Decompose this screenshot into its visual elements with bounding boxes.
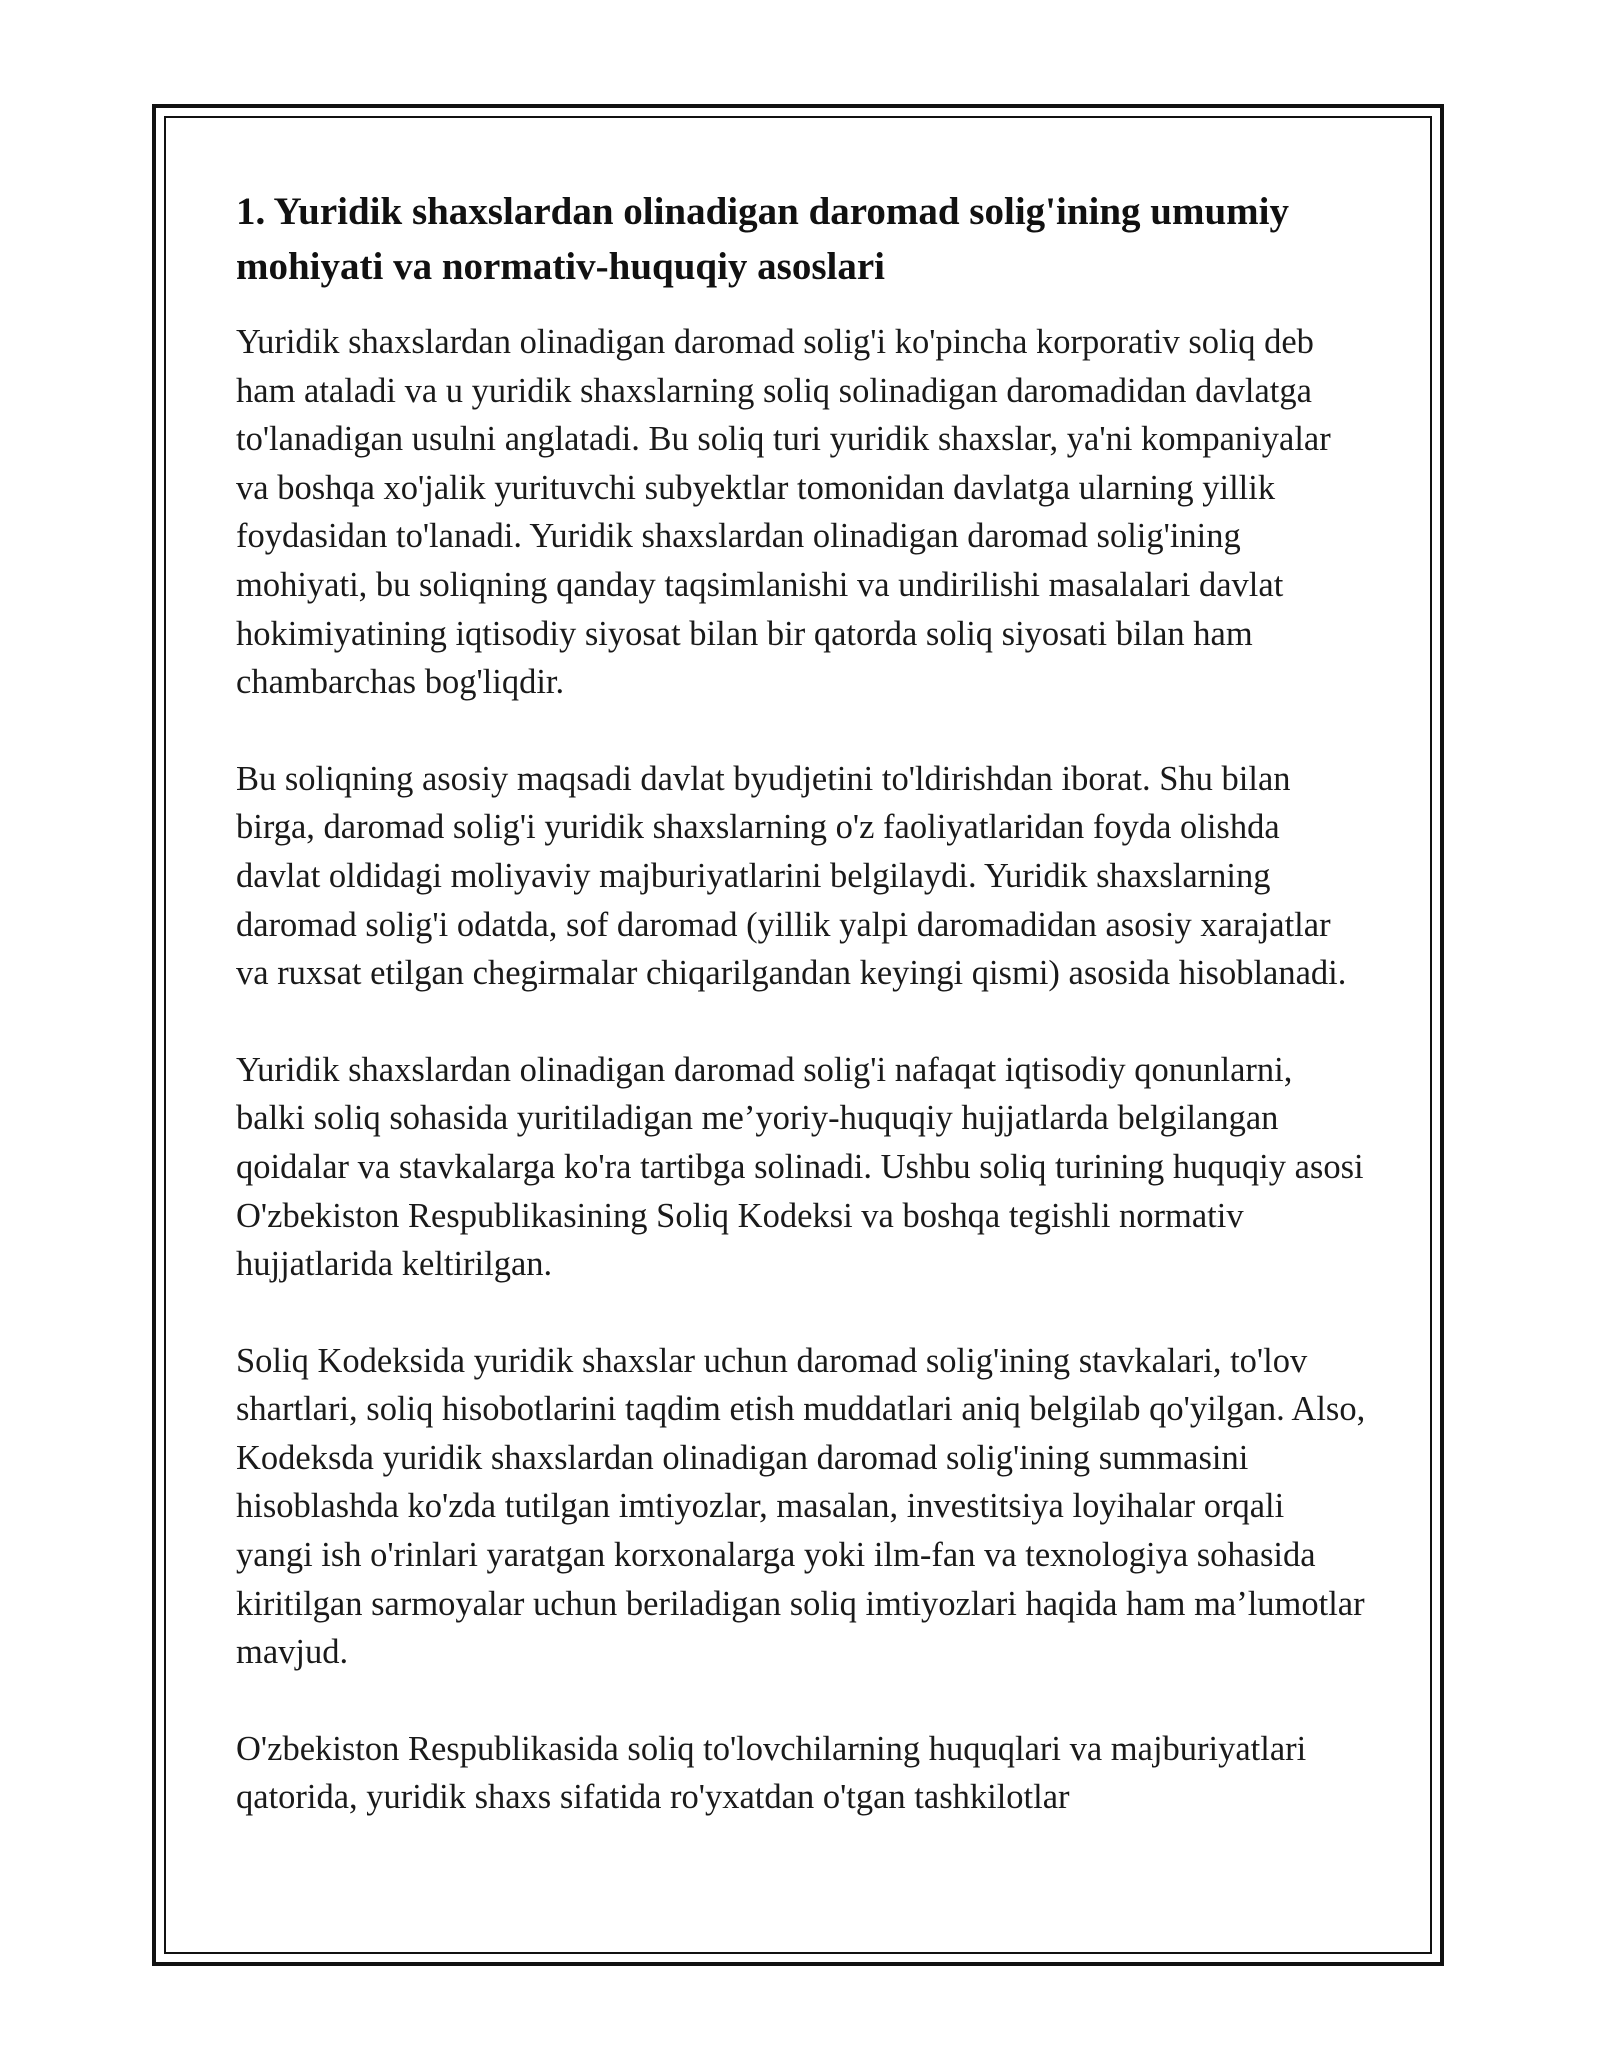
paragraph-5: O'zbekiston Respublikasida soliq to'lovchilarning huquqlari va majburiyatlari qatorida, yuridik shaxs sifatida ro'yxatdan o'tgan tashkilotlar — [236, 1729, 1307, 1817]
paragraph-2: Bu soliqning asosiy maqsadi davlat byudjetini to'ldirishdan iborat. Shu bilan birga, daromad solig'i yuridik shaxslarning o'z faoliyatlaridan foyda olishda davlat oldidagi moliyaviy majburiyatlarini belgilaydi. Yuridik shaxslarning daromad solig'i odatda, sof daromad (yillik yalpi daromadidan asosiy xarajatlar va ruxsat etilgan chegirmalar chiqarilgandan keyingi qismi) asosida hisoblanadi. — [236, 759, 1347, 993]
section-heading: 1. Yuridik shaxslardan olinadigan daromad solig'ining umumiy mohiyati va normativ-huquqiy asoslari — [236, 190, 1289, 288]
paragraph-3: Yuridik shaxslardan olinadigan daromad solig'i nafaqat iqtisodiy qonunlarni, balki soliq sohasida yuritiladigan me’yoriy-huquqiy hujjatlarda belgilangan qoidalar va stavkalarga ko'ra tartibga solinadi. Ushbu soliq turining huquqiy asosi O'zbekiston Respublikasining Soliq Kodeksi va boshqa tegishli normativ hujjatlarida keltirilgan. — [236, 1050, 1364, 1284]
document-body — [236, 184, 1366, 1870]
paragraph-4: Soliq Kodeksida yuridik shaxslar uchun daromad solig'ining stavkalari, to'lov shartlari, soliq hisobotlarini taqdim etish muddatlari aniq belgilab qo'yilgan. Also, Kodeksda yuridik shaxslardan olinadigan daromad solig'ining summasini hisoblashda ko'zda tutilgan imtiyozlar, masalan, investitsiya loyihalar orqali yangi ish o'rinlari yaratgan korxonalarga yoki ilm-fan va texnologiya sohasida kiritilgan sarmoyalar uchun beriladigan soliq imtiyozlari haqida ham ma’lumotlar mavjud. — [236, 1341, 1366, 1672]
paragraph-1: Yuridik shaxslardan olinadigan daromad solig'i ko'pincha korporativ soliq deb ham ataladi va u yuridik shaxslarning soliq solinadigan daromadidan davlatga to'lanadigan usulni anglatadi. Bu soliq turi yuridik shaxslar, ya'ni kompaniyalar va boshqa xo'jalik yurituvchi subyektlar tomonidan davlatga ularning yillik foydasidan to'lanadi. Yuridik shaxslardan olinadigan daromad solig'ining mohiyati, bu soliqning qanday taqsimlanishi va undirilishi masalalari davlat hokimiyatining iqtisodiy siyosat bilan bir qatorda soliq siyosati bilan ham chambarchas bog'liqdir. — [236, 323, 1331, 702]
